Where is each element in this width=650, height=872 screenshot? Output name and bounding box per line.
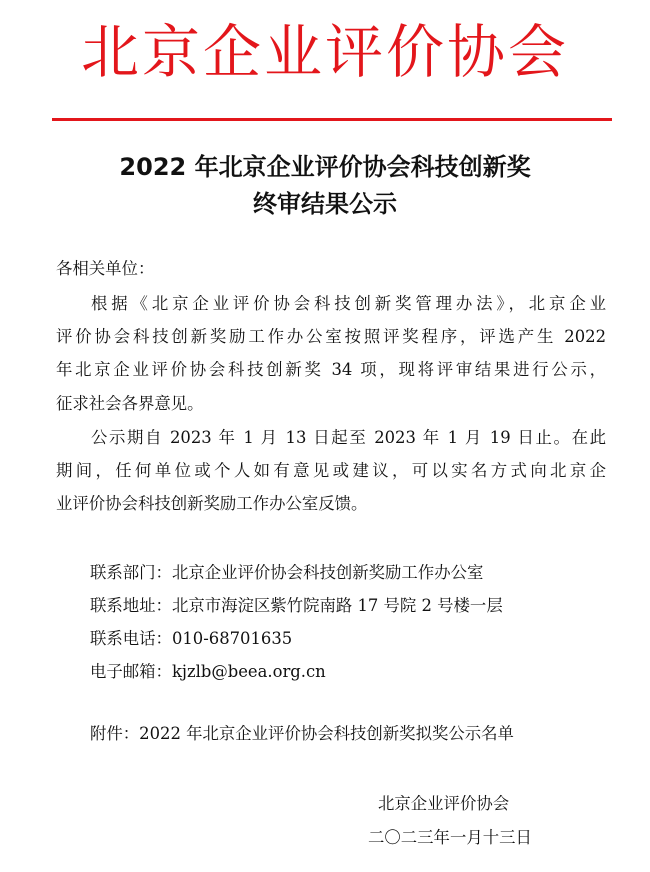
- paragraph-1-line-1: 根据《北京企业评价协会科技创新奖管理办法》，北京企业: [91, 294, 606, 313]
- contact-address-row: [90, 594, 503, 618]
- contact-phone-row: [90, 627, 292, 651]
- document-title-line-1: 2022 年北京企业评价协会科技创新奖: [119, 153, 531, 181]
- contact-email-row: [90, 660, 326, 684]
- paragraph-2-line-2: 期间，任何单位或个人如有意见或建议，可以实名方式向北京企: [56, 461, 606, 480]
- contact-address-label: 联系地址：: [90, 596, 172, 615]
- attachment-note: 附件：2022 年北京企业评价协会科技创新奖拟奖公示名单: [90, 724, 514, 743]
- signature-organization: 北京企业评价协会: [378, 794, 510, 813]
- contact-email-label: 电子邮箱：: [90, 662, 172, 681]
- paragraph-2-line-1: 公示期自 2023 年 1 月 13 日起至 2023 年 1 月 19 日止。在此: [91, 428, 606, 447]
- contact-department-label: 联系部门：: [90, 563, 172, 582]
- contact-phone-label: 联系电话：: [90, 629, 172, 648]
- letterhead-organization: 北京企业评价协会: [80, 18, 569, 86]
- paragraph-1-line-2: 评价协会科技创新奖励工作办公室按照评奖程序，评选产生 2022: [56, 327, 606, 346]
- paragraph-2-line-3: 业评价协会科技创新奖励工作办公室反馈。: [56, 494, 368, 513]
- paragraph-1-line-4: 征求社会各界意见。: [56, 394, 204, 413]
- contact-department-row: [90, 561, 483, 585]
- paragraph-1-line-3: 年北京企业评价协会科技创新奖 34 项，现将评审结果进行公示，: [56, 360, 606, 379]
- contact-email-value: kjzlb@beea.org.cn: [171, 662, 326, 681]
- signature-date: 二〇二三年一月十三日: [368, 828, 532, 847]
- contact-phone-value: 010-68701635: [171, 629, 293, 648]
- salutation: 各相关单位：: [56, 259, 155, 278]
- contact-address-value: 北京市海淀区紫竹院南路 17 号院 2 号楼一层: [171, 596, 503, 615]
- letterhead-divider: [52, 118, 612, 121]
- document-title-line-2: 终审结果公示: [253, 190, 397, 218]
- contact-department-value: 北京企业评价协会科技创新奖励工作办公室: [171, 563, 484, 582]
